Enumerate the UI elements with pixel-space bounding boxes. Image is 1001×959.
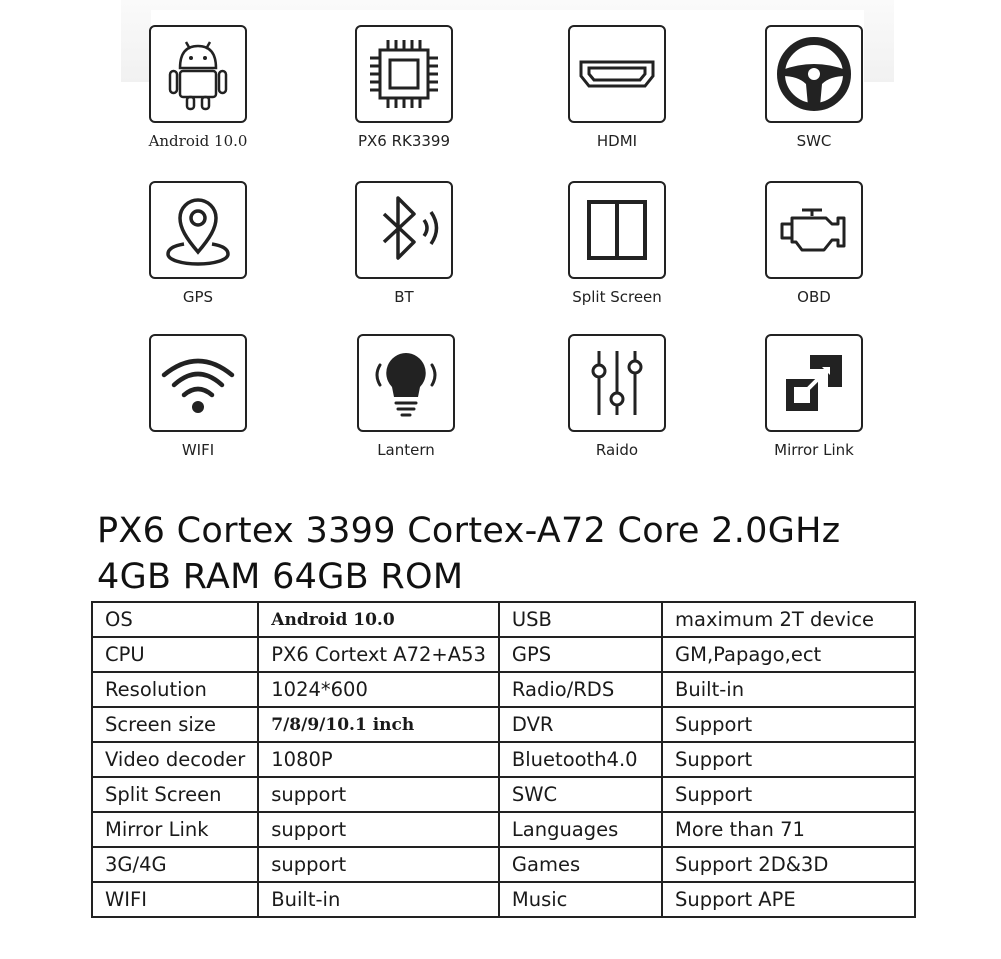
spec-key: WIFI <box>92 882 258 917</box>
feature-wifi <box>133 334 263 459</box>
feature-label: GPS <box>182 288 214 306</box>
spec-key: Mirror Link <box>92 812 258 847</box>
feature-label: OBD <box>797 288 831 306</box>
spec-value: PX6 Cortext A72+A53 <box>258 637 499 672</box>
spec-key: Games <box>499 847 662 882</box>
feature-label: SWC <box>796 132 832 150</box>
spec-key: 3G/4G <box>92 847 258 882</box>
feature-label: Split Screen <box>572 288 662 306</box>
bulb-icon <box>364 341 448 425</box>
spec-key: Languages <box>499 812 662 847</box>
feature-lantern <box>341 334 471 459</box>
spec-key: Split Screen <box>92 777 258 812</box>
table-row <box>92 707 915 742</box>
wifi-icon <box>156 341 240 425</box>
feature-bt <box>339 181 469 306</box>
spec-value: Support <box>662 777 915 812</box>
chip-icon <box>362 32 446 116</box>
spec-key: Radio/RDS <box>499 672 662 707</box>
feature-label: Lantern <box>377 441 435 459</box>
spec-value: Android 10.0 <box>258 602 499 637</box>
feature-label: PX6 RK3399 <box>357 132 451 150</box>
feature-label: WIFI <box>181 441 215 459</box>
feature-android <box>133 25 263 150</box>
spec-key: USB <box>499 602 662 637</box>
feature-label: Android 10.0 <box>148 132 248 150</box>
spec-value: Support APE <box>662 882 915 917</box>
spec-value: support <box>258 847 499 882</box>
feature-mirror-link <box>749 334 879 459</box>
split-screen-icon <box>575 188 659 272</box>
heading-line-1: PX6 Cortex 3399 Cortex-A72 Core 2.0GHz <box>97 511 841 551</box>
spec-heading <box>97 508 840 600</box>
spec-value: support <box>258 812 499 847</box>
spec-value: Support <box>662 742 915 777</box>
feature-label: BT <box>394 288 414 306</box>
spec-value: GM,Papago,ect <box>662 637 915 672</box>
feature-label: Raido <box>595 441 639 459</box>
equalizer-icon <box>575 341 659 425</box>
bluetooth-icon <box>362 188 446 272</box>
table-row <box>92 882 915 917</box>
spec-value: Built-in <box>258 882 499 917</box>
spec-key: SWC <box>499 777 662 812</box>
spec-table <box>91 601 916 918</box>
engine-icon <box>772 188 856 272</box>
gps-pin-icon <box>156 188 240 272</box>
steering-wheel-icon <box>772 32 856 116</box>
table-row <box>92 812 915 847</box>
feature-swc <box>749 25 879 150</box>
spec-key: Screen size <box>92 707 258 742</box>
spec-key: OS <box>92 602 258 637</box>
feature-hdmi <box>552 25 682 150</box>
spec-value: Support 2D&3D <box>662 847 915 882</box>
spec-value: 1024*600 <box>258 672 499 707</box>
table-row <box>92 742 915 777</box>
spec-key: CPU <box>92 637 258 672</box>
feature-gps <box>133 181 263 306</box>
spec-key: Video decoder <box>92 742 258 777</box>
feature-chip <box>339 25 469 150</box>
spec-value: Support <box>662 707 915 742</box>
feature-radio <box>552 334 682 459</box>
spec-value: More than 71 <box>662 812 915 847</box>
table-row <box>92 637 915 672</box>
spec-value: support <box>258 777 499 812</box>
feature-label: HDMI <box>596 132 638 150</box>
spec-key: GPS <box>499 637 662 672</box>
table-row <box>92 672 915 707</box>
spec-value: 7/8/9/10.1 inch <box>258 707 499 742</box>
spec-key: Music <box>499 882 662 917</box>
spec-key: Resolution <box>92 672 258 707</box>
mirror-link-icon <box>772 341 856 425</box>
hdmi-icon <box>575 32 659 116</box>
spec-value: maximum 2T device <box>662 602 915 637</box>
spec-key: DVR <box>499 707 662 742</box>
feature-label: Mirror Link <box>774 441 854 459</box>
feature-obd <box>749 181 879 306</box>
feature-split-screen <box>552 181 682 306</box>
table-row <box>92 602 915 637</box>
android-icon <box>156 32 240 116</box>
table-row <box>92 847 915 882</box>
spec-value: 1080P <box>258 742 499 777</box>
spec-value: Built-in <box>662 672 915 707</box>
table-row <box>92 777 915 812</box>
heading-line-2: 4GB RAM 64GB ROM <box>97 557 464 597</box>
spec-key: Bluetooth4.0 <box>499 742 662 777</box>
